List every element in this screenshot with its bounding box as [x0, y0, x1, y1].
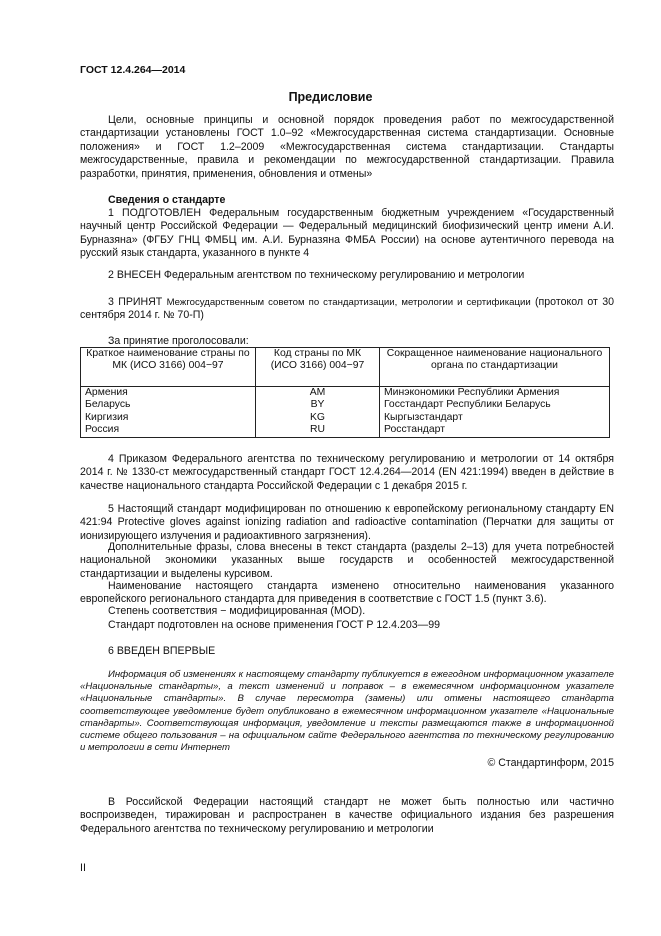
national-body: Росстандарт	[380, 424, 610, 437]
changes-notice: Информация об изменениях к настоящему стандарту публикуется в ежегодном информационном указателе «Национальные стандарты», а текст изменений и поправок – в ежемесячном информационном указателе «Национальные стандарты». В случае пересмотра (замены) или отмены настоящего стандарта соответствующее уведомление будет опубликовано в ежемесячном информационном указателе «Национальные стандарты». Соответствующая информация, уведомление и тексты размещаются также в информационной системе общего пользования – на официальном сайте Федерального агентства по техническому регулированию и метрологии в сети Интернет	[80, 669, 614, 754]
item-6: 6 ВВЕДЕН ВПЕРВЫЕ	[108, 645, 216, 657]
item-5-basis: Стандарт подготовлен на основе применения ГОСТ Р 12.4.203—99	[108, 619, 440, 631]
header-code: Код страны по МК (ИСО 3166) 004−97	[256, 348, 380, 387]
national-body: Кыргызстандарт	[380, 412, 610, 424]
table-row	[81, 399, 610, 411]
item-5-degree: Степень соответствия − модифицированная (MOD).	[108, 605, 366, 617]
info-heading: Сведения о стандарте	[108, 194, 226, 206]
country-code: RU	[256, 424, 380, 437]
item-1: 1 ПОДГОТОВЛЕН Федеральным государственным бюджетным учреждением «Государственный научный центр Российской Федерации — Федеральный медицинский биофизический центр имени А.И. Бурназяна» (ФГБУ ГНЦ ФМБЦ им. А.И. Бурназяна ФМБА России) на основе аутентичного перевода на русский язык стандарта, указанного в пункте 4	[80, 207, 614, 260]
country-name: Беларусь	[81, 399, 256, 411]
item-3-council: Межгосударственным советом по стандартизации, метрологии и сертификации	[166, 297, 531, 308]
table-row	[81, 424, 610, 437]
item-3-lead: 3 ПРИНЯТ	[108, 296, 167, 308]
item-5: 5 Настоящий стандарт модифицирован по отношению к европейскому региональному стандарту EN 421:94 Protective gloves against ionizing radiation and radioactive contamination (Перчатки для защиты от ионизирующего излучения и радиоактивного загрязнения).	[80, 503, 614, 542]
item-4: 4 Приказом Федерального агентства по техническому регулированию и метрологии от 14 октября 2014 г. № 1330-ст межгосударственный стандарт ГОСТ 12.4.264—2014 (EN 421:1994) введен в действие в качестве национального стандарта Российской Федерации с 1 декабря 2015 г.	[80, 453, 614, 492]
page-title: Предисловие	[288, 90, 373, 104]
vote-table	[80, 347, 610, 438]
item-2: 2 ВНЕСЕН Федеральным агентством по техническому регулированию и метрологии	[108, 269, 525, 281]
item-3-protocol: (протокол от 30 сентября 2014 г. № 70-П)	[80, 296, 614, 322]
country-name: Киргизия	[81, 412, 256, 424]
document-code: ГОСТ 12.4.264—2014	[80, 64, 186, 76]
country-name: Россия	[81, 424, 256, 437]
table-row	[81, 387, 610, 400]
vote-caption: За принятие проголосовали:	[108, 335, 249, 347]
country-code: AM	[256, 387, 380, 400]
table-row	[81, 412, 610, 424]
header-body: Сокращенное наименование национального органа по стандартизации	[380, 348, 610, 387]
copyright: © Стандартинформ, 2015	[487, 757, 614, 769]
page-number: II	[80, 862, 86, 874]
legal-notice: В Российской Федерации настоящий стандарт не может быть полностью или частично воспроизведен, тиражирован и распространен в качестве официального издания без разрешения Федерального агентства по техническому регулированию и метрологии	[80, 796, 614, 835]
header-country: Краткое наименование страны по МК (ИСО 3166) 004−97	[81, 348, 256, 387]
national-body: Госстандарт Республики Беларусь	[380, 399, 610, 411]
country-name: Армения	[81, 387, 256, 400]
country-code: KG	[256, 412, 380, 424]
national-body: Минэкономики Республики Армения	[380, 387, 610, 400]
item-5-additions: Дополнительные фразы, слова внесены в текст стандарта (разделы 2–13) для учета потребностей национальной экономики указанных выше государств и особенностей межгосударственной стандартизации и выделены курсивом.	[80, 541, 614, 580]
item-5-title-change: Наименование настоящего стандарта изменено относительно наименования указанного европейского регионального стандарта для приведения в соответствие с ГОСТ 1.5 (пункт 3.6).	[80, 580, 614, 606]
item-3	[80, 296, 614, 323]
vote-table-header	[81, 348, 610, 387]
country-code: BY	[256, 399, 380, 411]
intro-paragraph: Цели, основные принципы и основной порядок проведения работ по межгосударственной стандартизации установлены ГОСТ 1.0–92 «Межгосударственная система стандартизации. Основные положения» и ГОСТ 1.2–2009 «Межгосударственная система стандартизации. Стандарты межгосударственные, правила и рекомендации по межгосударственной стандартизации. Правила разработки, принятия, применения, обновления и отмены»	[80, 114, 614, 180]
